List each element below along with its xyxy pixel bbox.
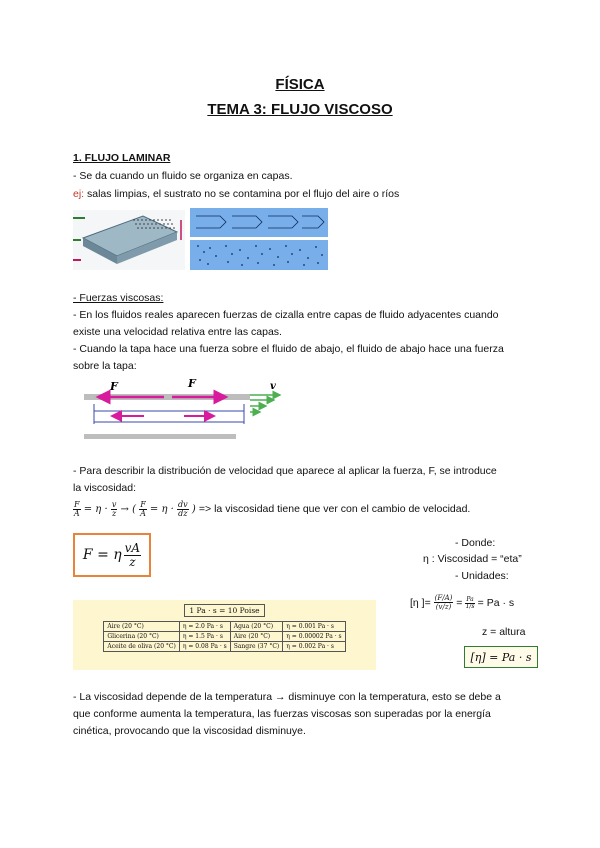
viscosity-table — [103, 621, 345, 652]
table-cell: η = 0.08 Pa · s — [179, 642, 230, 652]
viscosity-main-formula — [73, 533, 151, 577]
viscosity-formula-tail: => la viscosidad tiene que ver con el cambio de velocidad. — [198, 503, 471, 515]
table-cell: Agua (20 °C) — [230, 622, 283, 632]
example-label: ej: — [73, 188, 85, 200]
example-text: salas limpias, el sustrato no se contamina por el flujo del aire o ríos — [84, 188, 400, 200]
eta-description: η : Viscosidad = “eta” — [423, 553, 522, 565]
viscosity-table-panel — [73, 600, 376, 670]
laminar-plate-illustration — [73, 210, 185, 270]
units-fraction-2: $\frac{Pa}{1/s}$ — [465, 595, 475, 610]
closing-line-3: cinética, provocando que la viscosidad disminuye. — [73, 725, 306, 737]
table-cell: Sangre (37 °C) — [230, 642, 283, 652]
table-header-text: 1 Pa · s = 10 Poise — [184, 604, 264, 617]
donde-label: - Donde: — [455, 537, 496, 549]
section-heading-flujo-laminar: 1. FLUJO LAMINAR — [73, 152, 171, 164]
viscosity-line-2: la viscosidad: — [73, 482, 137, 494]
table-cell: η = 0.00002 Pa · s — [283, 632, 345, 642]
units-fraction: $\frac{(F/A)}{(v/z)}$ — [434, 594, 453, 612]
forces-line-4: sobre la tapa: — [73, 360, 137, 372]
velocity-label: v — [270, 381, 276, 392]
formula-fraction — [124, 542, 141, 569]
formula-numerator: vA — [124, 540, 141, 555]
unidades-label: - Unidades: — [455, 570, 509, 582]
units-lhs: [η ]= — [410, 597, 431, 609]
force-label-left: F — [110, 380, 118, 393]
units-formula: [η ]= $\frac{(F/A)}{(v/z)}$ = $\frac{Pa}{1/s}$ = Pa · s — [410, 587, 514, 619]
table-cell: η = 0.002 Pa · s — [283, 642, 345, 652]
force-label-right: F — [188, 377, 196, 390]
table-cell: η = 1.5 Pa · s — [179, 632, 230, 642]
laminar-definition: - Se da cuando un fluido se organiza en capas. — [73, 170, 293, 182]
table-cell: Aire (20 °C) — [104, 622, 179, 632]
forces-line-1: - En los fluidos reales aparecen fuerzas de cizalla entre capas de fluido adyacentes cuando — [73, 309, 499, 321]
laminar-example — [73, 186, 399, 202]
page-subtitle: TEMA 3: FLUJO VISCOSO — [207, 101, 393, 118]
table-cell: η = 2.0 Pa · s — [179, 622, 230, 632]
z-description: z = altura — [482, 626, 526, 638]
page-title: FÍSICA — [275, 76, 325, 93]
table-header — [81, 606, 368, 615]
table-row — [104, 642, 345, 652]
formula-denominator: z — [129, 554, 136, 569]
frac-F-over-A-2: $\frac{F}{A}$ — [140, 500, 146, 518]
table-row — [104, 622, 345, 632]
table-row — [104, 632, 345, 642]
shear-force-diagram — [84, 374, 284, 444]
forces-heading: - Fuerzas viscosas: — [73, 292, 164, 304]
forces-line-3: - Cuando la tapa hace una fuerza sobre el fluido de abajo, el fluido de abajo hace una fuerza — [73, 343, 504, 355]
table-cell: η = 0.001 Pa · s — [283, 622, 345, 632]
formula-lhs: F = η — [82, 547, 122, 563]
table-cell: Glicerina (20 °C) — [104, 632, 179, 642]
units-rhs: = Pa · s — [477, 597, 515, 609]
closing-line-1: - La viscosidad depende de la temperatura → disminuye con la temperatura, esto se debe a — [73, 691, 501, 703]
viscosity-formula-line — [73, 498, 470, 520]
frac-v-over-z: $\frac{v}{z}$ — [111, 500, 117, 518]
viscosity-line-1: - Para describir la distribución de velocidad que aparece al aplicar la fuerza, F, se introduce — [73, 465, 497, 477]
frac-dv-over-dz: $\frac{dv}{dz}$ — [178, 500, 188, 518]
frac-F-over-A: $\frac{F}{A}$ — [73, 500, 80, 518]
table-cell: Aceite de oliva (20 °C) — [104, 642, 179, 652]
units-boxed-text: [η] = Pa · s — [470, 650, 532, 664]
closing-line-2: que conforme aumenta la temperatura, las fuerzas viscosas son superadas por la energía — [73, 708, 491, 720]
forces-line-2: existe una velocidad relativa entre las capas. — [73, 326, 282, 338]
laminar-flow-diagram — [190, 208, 328, 270]
inline-formula: $\frac{F}{A}$ = η · $\frac{v}{z}$ → ( $\frac{F}{A}$ = η · $\frac{dv}{dz}$ ) — [73, 500, 199, 518]
table-cell: Aire (20 °C) — [230, 632, 283, 642]
units-boxed-result — [464, 646, 538, 668]
